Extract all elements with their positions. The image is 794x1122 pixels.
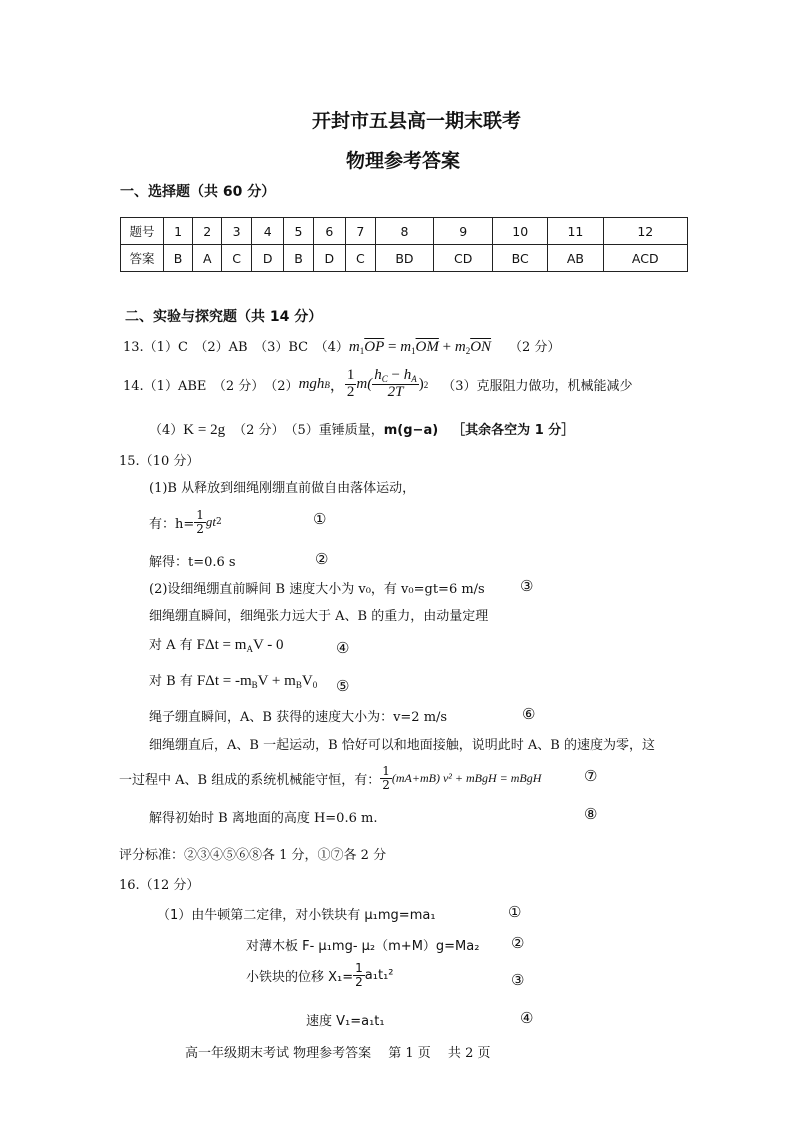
answer-cell: B — [284, 245, 313, 272]
answer-cell: CD — [434, 245, 493, 272]
table-row-numbers — [121, 218, 688, 245]
formula-sub: A — [246, 644, 253, 654]
q16-line-4: 速度 V₁=a₁t₁ — [306, 1014, 385, 1029]
q15-line-2 — [149, 509, 222, 535]
answer-cell: C — [222, 245, 252, 272]
q13-line — [123, 336, 560, 356]
question-number: 3 — [222, 218, 252, 245]
q14-line-1 — [123, 368, 633, 401]
page-subtitle: 物理参考答案 — [346, 150, 461, 172]
q15-line-4: (2)设细绳绷直前瞬间 B 速度大小为 v₀，有 v₀=gt=6 m/s — [149, 582, 485, 597]
circle-8: ⑧ — [584, 805, 598, 823]
q15-energy-eq: (mA+mB) v² + mBgH = mBgH — [391, 770, 542, 785]
frac-den: 2T — [387, 384, 404, 401]
formula-part: V — [301, 673, 313, 689]
formula-m: m — [348, 339, 360, 355]
q15-line-10 — [119, 765, 541, 791]
q15-l7-text: 对 B 有 — [149, 674, 193, 689]
question-number: 12 — [603, 218, 687, 245]
frac-den: 2 — [346, 384, 355, 401]
formula-sub: 1 — [411, 346, 416, 356]
q16-l3-formula: a₁t₁² — [364, 967, 394, 983]
answer-cell: D — [251, 245, 283, 272]
answer-cell: BC — [493, 245, 548, 272]
q15-line-3: 解得：t=0.6 s — [149, 555, 236, 570]
question-number: 2 — [193, 218, 222, 245]
q15-l7-formula — [197, 673, 317, 689]
formula-sub: C — [381, 374, 388, 384]
q14-mga: m(g−a) — [383, 423, 439, 438]
q14-part4: （4） — [149, 423, 184, 438]
q15-l6-text: 对 A 有 — [149, 638, 193, 653]
circle-7: ⑦ — [584, 767, 598, 785]
q16-line-2: 对薄木板 F- μ₁mg- μ₂（m+M）g=Ma₂ — [246, 939, 480, 954]
q15-gt: gt — [205, 514, 217, 530]
question-number: 5 — [284, 218, 313, 245]
frac-num: 1 — [196, 508, 204, 522]
q13-score: （2 分） — [509, 340, 561, 355]
question-number: 10 — [493, 218, 548, 245]
formula-minus: − — [387, 367, 404, 383]
formula-eq: = — [384, 339, 401, 355]
q14-part5: （2 分） （5）重锤质量， — [233, 423, 384, 438]
q16-heading: 16.（12 分） — [119, 878, 200, 893]
q14-note: ［其余各空为 1 分］ — [452, 423, 575, 438]
formula-m: m( — [356, 376, 373, 393]
formula-sup: 2 — [216, 517, 222, 528]
formula-m: m — [454, 339, 466, 355]
formula-on: $\overline{ON}$ — [470, 339, 492, 355]
question-number: 6 — [313, 218, 345, 245]
answer-cell: ACD — [603, 245, 687, 272]
answer-cell: A — [193, 245, 222, 272]
question-number: 11 — [548, 218, 603, 245]
question-number: 1 — [164, 218, 193, 245]
formula-sub: A — [411, 374, 417, 384]
q14-part1: 14.（1）ABE （2 分） （2） — [123, 379, 299, 395]
circle-4: ④ — [520, 1009, 534, 1027]
formula-part: V - 0 — [252, 637, 284, 653]
frac-num: 1 — [355, 961, 363, 975]
formula-comma: ， — [329, 378, 345, 395]
formula-sup: 2 — [423, 379, 429, 390]
q15-l10-text: 一过程中 A、B 组成的系统机械能守恒，有： — [119, 772, 381, 788]
q14-line-2 — [149, 419, 574, 439]
formula-m: m — [400, 339, 412, 355]
fraction-half — [380, 765, 392, 791]
row-label: 答案 — [121, 245, 164, 272]
answer-cell: BD — [375, 245, 434, 272]
fraction-half — [345, 368, 357, 401]
q15-line-5: 细绳绷直瞬间，细绳张力远大于 A、B 的重力，由动量定理 — [149, 609, 489, 624]
formula-part: V + m — [257, 673, 296, 689]
answer-cell: AB — [548, 245, 603, 272]
q14-part3: （3）克服阻力做功，机械能减少 — [442, 379, 633, 395]
circle-1: ① — [313, 510, 327, 528]
q16-l3-text: 小铁块的位移 X₁= — [246, 969, 354, 985]
q13-prefix: 13.（1）C （2）AB （3）BC （4） — [123, 340, 349, 355]
circle-4: ④ — [336, 639, 350, 657]
q15-heading: 15.（10 分） — [119, 454, 200, 469]
section-choice-heading: 一、选择题（共 60 分） — [120, 184, 276, 200]
formula-sub: 1 — [359, 346, 365, 356]
circle-3: ③ — [520, 577, 534, 595]
q15-score-rule: 评分标准：②③④⑤⑥⑧各 1 分，①⑦各 2 分 — [119, 848, 387, 863]
fraction-velocity — [372, 368, 418, 401]
q15-l2-text: 有：h= — [149, 516, 195, 532]
table-row-answers — [121, 245, 688, 272]
answer-cell: D — [313, 245, 345, 272]
formula-sub: 0 — [312, 680, 318, 690]
circle-3: ③ — [511, 971, 525, 989]
question-number: 4 — [251, 218, 283, 245]
question-number: 9 — [434, 218, 493, 245]
page-title: 开封市五县高一期末联考 — [312, 110, 522, 132]
q15-line-1: (1)B 从释放到细绳刚绷直前做自由落体运动， — [149, 481, 416, 496]
frac-num: 1 — [382, 764, 390, 778]
circle-5: ⑤ — [336, 677, 350, 695]
q15-line-6 — [149, 634, 284, 654]
q15-l6-formula — [197, 637, 284, 653]
formula-h: h — [374, 367, 382, 383]
frac-num: 1 — [346, 367, 355, 384]
q15-line-9: 细绳绷直后，A、B 一起运动，B 恰好可以和地面接触，说明此时 A、B 的速度为零，这 — [149, 738, 655, 753]
row-label: 题号 — [121, 218, 164, 245]
q13-formula — [349, 339, 491, 355]
circle-6: ⑥ — [522, 705, 536, 723]
formula-om: $\overline{OM}$ — [415, 339, 439, 355]
page-footer: 高一年级期末考试 物理参考答案 第 1 页 共 2 页 — [185, 1046, 491, 1061]
answer-table — [120, 217, 688, 272]
q15-line-7 — [149, 670, 317, 690]
circle-1: ① — [508, 903, 522, 921]
formula-sub: B — [295, 680, 302, 690]
formula-part: FΔt = -m — [196, 673, 252, 689]
formula-sub: 2 — [465, 346, 471, 356]
fraction-half — [353, 962, 365, 988]
formula-op: $\overline{OP}$ — [364, 339, 385, 355]
section-experiment-heading: 二、实验与探究题（共 14 分） — [125, 309, 323, 325]
formula-paren: ) — [418, 376, 424, 393]
q15-line-11: 解得初始时 B 离地面的高度 H=0.6 m. — [149, 811, 378, 826]
frac-den: 2 — [355, 974, 363, 989]
q15-line-8: 绳子绷直瞬间，A、B 获得的速度大小为：v=2 m/s — [149, 710, 448, 725]
question-number: 8 — [375, 218, 434, 245]
q14-formula — [299, 368, 429, 401]
answer-cell: B — [164, 245, 193, 272]
q16-line-3 — [246, 962, 394, 988]
formula-part: FΔt = m — [196, 637, 247, 653]
q14-k-formula: K = 2g — [183, 422, 226, 438]
formula-sub: B — [324, 379, 330, 390]
formula-plus: + — [438, 339, 455, 355]
frac-den: 2 — [196, 521, 204, 536]
answer-cell: C — [346, 245, 376, 272]
formula-h: h — [403, 367, 412, 383]
circle-2: ② — [315, 550, 329, 568]
question-number: 7 — [346, 218, 376, 245]
frac-den: 2 — [382, 777, 390, 792]
circle-2: ② — [511, 934, 525, 952]
formula-sub: B — [251, 680, 258, 690]
formula-mgh: mgh — [298, 376, 325, 393]
q16-line-1: （1）由牛顿第二定律，对小铁块有 μ₁mg=ma₁ — [157, 908, 436, 923]
fraction-half — [194, 509, 206, 535]
